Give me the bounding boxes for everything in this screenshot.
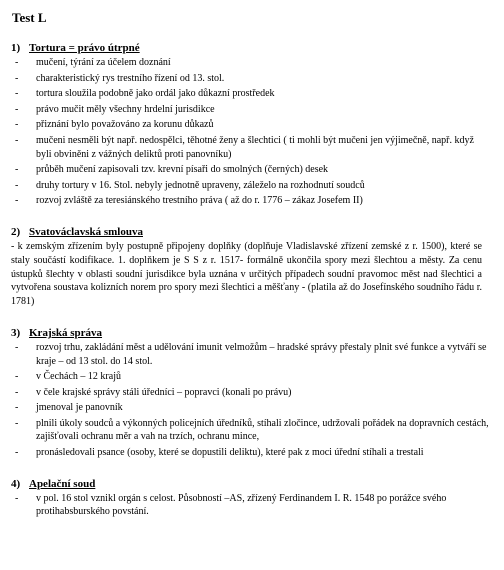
list-item: - pronásledovali psance (osoby, které se dopustili deliktu), které pak z moci úřední stíhali a trestali — [15, 447, 424, 459]
list-item: - přiznání bylo považováno za korunu důkazů — [15, 119, 214, 131]
list-item: - průběh mučení zapisovali tzv. krevní písaři do smolných (černých) desek — [15, 164, 329, 176]
list-item: - jmenoval je panovník — [15, 402, 123, 414]
section-title: Svatováclavská smlouva — [29, 225, 143, 238]
list-item: - rozvoj trhu, zakládání měst a udělování imunit velmožům – hradské správy přestaly plnit své funkce a vytváří se kraje – od 13 stol. do 14 stol. — [15, 341, 487, 367]
section-heading — [11, 478, 490, 490]
bullet-list — [11, 56, 490, 208]
section-number: 1) — [11, 42, 21, 54]
list-item: - tortura sloužila podobně jako ordál jako důkazní prostředek — [15, 88, 275, 100]
list-item: - právo mučit měly všechny hrdelní jurisdikce — [15, 103, 215, 115]
section-title: Tortura = právo útrpné — [29, 42, 140, 54]
section-title: Apelační soud — [29, 477, 96, 490]
list-item: - v čele krajské správy stáli úředníci – popravci (konali po právu) — [15, 386, 292, 398]
list-item: - druhy tortury v 16. Stol. nebyly jednotně upraveny, záleželo na rozhodnutí soudců — [15, 179, 365, 191]
section-number: 4) — [11, 477, 21, 490]
document-title: Test L — [12, 10, 47, 25]
section-krajska-sprava — [11, 327, 490, 460]
list-item: - mučeni nesměli být např. nedospělci, těhotné ženy a šlechtici ( ti mohli být mučeni jen výjimečně, např. když byli obviněni z vážných deliktů proti panovníku) — [15, 134, 474, 160]
section-title: Krajská správa — [29, 326, 103, 339]
section-heading — [11, 327, 490, 339]
section-number: 3) — [11, 326, 21, 339]
section-number: 2) — [11, 225, 21, 238]
list-item: - plnili úkoly soudců a výkonných policejních úředníků, stíhali zločince, udržovali pořádek na dopravních cestách, zajišťovali ochranu měr a vah na trzích, ochranu mince, — [15, 417, 489, 443]
list-item: - charakteristický rys trestního řízení od 13. stol. — [15, 72, 225, 84]
list-item: - rozvoj zvláště za teresiánského trestního práva ( až do r. 1776 – zákaz Josefem II) — [15, 195, 363, 207]
list-item: - mučení, týrání za účelem doznání — [15, 57, 171, 68]
section-heading — [11, 226, 490, 238]
list-item: - v pol. 16 stol vznikl orgán s celost. Působností –AS, zřízený Ferdinandem I. R. 1548 po porážce svého protihabsburského povstání. — [15, 492, 447, 518]
section-heading — [11, 42, 490, 54]
section-paragraph: - k zemským zřízením byly postupně připojeny doplňky (doplňuje Vladislavské zřízení zemské z r. 1500), které se staly součástí kodifikace. 1. doplňkem je S S z r. 1517- formálně ukončila spory mezi šlechtou a městy. Za cenu ústupků šlechty v oblasti soudní jurisdikce byla uznána v určitých případech soudní pravomoc měst nad šlechtici a vytvořena soustava kolizních norem pro spory mezi šlechtici a měšťany - (platila až do Josefínského soudního řádu r. 1781) — [11, 240, 482, 308]
section-tortura — [11, 42, 490, 208]
section-apelacni-soud — [11, 478, 490, 519]
bullet-list — [11, 341, 490, 460]
bullet-list — [11, 492, 490, 519]
list-item: - v Čechách – 12 krajů — [15, 371, 121, 383]
section-svatovaclavska-smlouva — [11, 226, 490, 309]
